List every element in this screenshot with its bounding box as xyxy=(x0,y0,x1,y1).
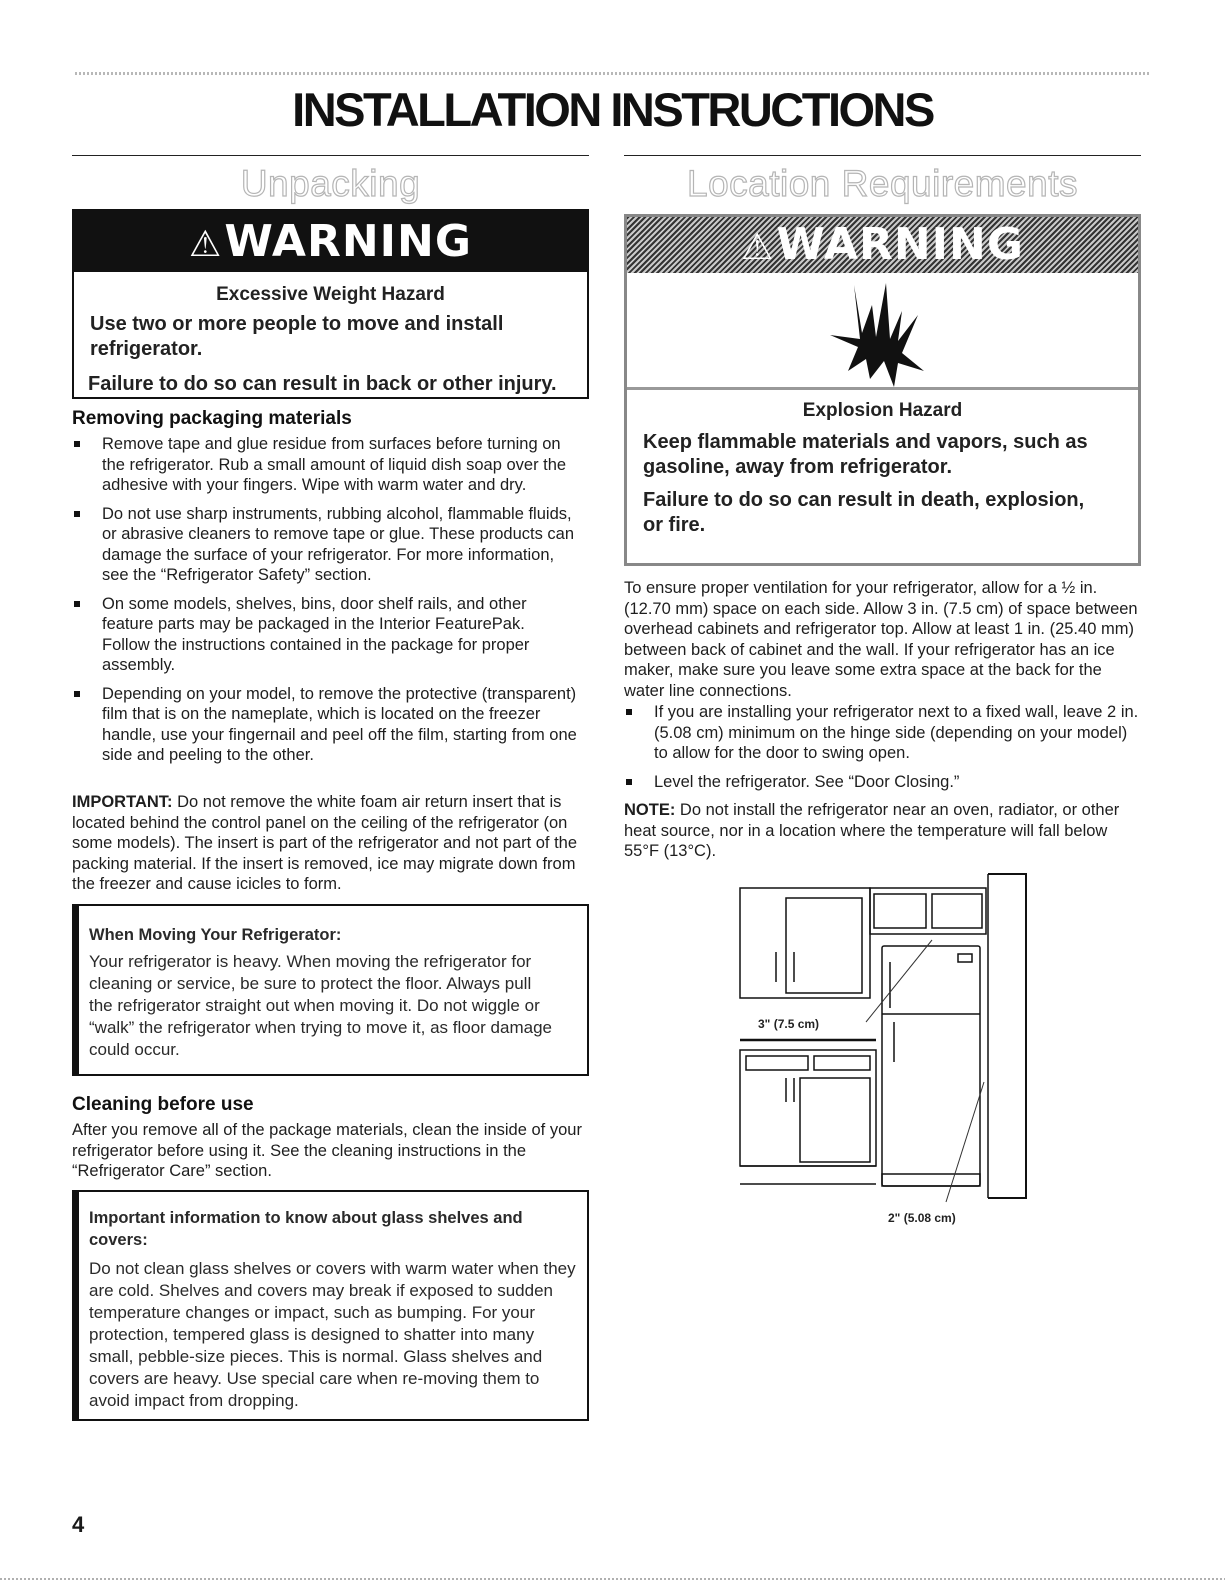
removing-packaging-heading: Removing packaging materials xyxy=(72,408,352,429)
unpacking-section-title: Unpacking xyxy=(240,163,421,204)
important-text: Do not remove the white foam air return insert that is located behind the control panel on the ceiling of the refrigerator (on some models). The insert is part of the refrigerator and not part of the packing material. If the insert is removed, ice may migrate down from the freezer and cause icicles to form. xyxy=(72,793,578,893)
hazard-instruction: Keep flammable materials and vapors, such as gasoline, away from refrigerator. xyxy=(643,431,1088,478)
ventilation-paragraph: To ensure proper ventilation for your refrigerator, allow for a ½ in. (12.70 mm) space on each side. Allow 3 in. (7.5 cm) of space between overhead cabinets and refrigerator top. Allow at least 1 in. (25.40 mm) between back of cabinet and the wall. If your refrigerator has an ice maker, make sure you leave some extra space at the back for the water line connections. xyxy=(624,579,1138,700)
right-column-rule xyxy=(624,155,1141,156)
side-clearance-label: 2" (5.08 cm) xyxy=(888,1211,956,1225)
warning-header-label: WARNING xyxy=(776,219,1024,270)
warning-triangle-icon: ⚠ xyxy=(741,227,775,268)
moving-info-box xyxy=(72,904,589,1076)
cleaning-heading: Cleaning before use xyxy=(72,1094,254,1115)
warning-header xyxy=(627,217,1138,273)
note-paragraph xyxy=(624,800,1141,862)
clearance-diagram xyxy=(736,872,1036,1232)
list-item: Remove tape and glue residue from surfaces before turning on the refrigerator. Rub a small amount of liquid dish soap over the adhesive with your fingers. Wipe with warm water and dry. xyxy=(72,434,577,496)
left-column-rule xyxy=(72,155,589,156)
location-section-title: Location Requirements xyxy=(687,163,1078,204)
glass-shelves-info-box xyxy=(72,1190,589,1421)
list-item: If you are installing your refrigerator next to a fixed wall, leave 2 in. (5.08 cm) minimum on the hinge side (depending on your model) to allow for the door to swing open. xyxy=(624,702,1141,764)
list-item: Level the refrigerator. See “Door Closing.” xyxy=(624,772,1141,793)
removing-packaging-list xyxy=(72,434,577,766)
location-list xyxy=(624,702,1141,792)
explosion-icon-panel xyxy=(627,273,1138,390)
explosion-warning-box xyxy=(624,214,1141,566)
note-label: NOTE: xyxy=(624,801,676,819)
bottom-dotted-rule xyxy=(0,1578,1225,1580)
page-title: INSTALLATION INSTRUCTIONS xyxy=(292,83,933,136)
page-number: 4 xyxy=(72,1512,85,1537)
top-clearance-label: 3" (7.5 cm) xyxy=(758,1017,820,1031)
hazard-name: Excessive Weight Hazard xyxy=(216,284,445,305)
important-label: IMPORTANT: xyxy=(72,793,173,811)
hazard-consequence: Failure to do so can result in back or other injury. xyxy=(88,373,557,395)
list-item: On some models, shelves, bins, door shelf rails, and other feature parts may be packaged in the Interior FeaturePak. Follow the instructions contained in the package for proper assembly. xyxy=(72,594,577,676)
list-item: Depending on your model, to remove the protective (transparent) film that is on the nameplate, which is located on the freezer handle, use your fingernail and peel off the film, starting from one side and peeling to the other. xyxy=(72,684,577,766)
note-text: Do not install the refrigerator near an oven, radiator, or other heat source, nor in a location where the temperature will fall below 55°F (13°C). xyxy=(624,801,1120,860)
moving-box-title: When Moving Your Refrigerator: xyxy=(89,926,342,944)
moving-box-text: Your refrigerator is heavy. When moving the refrigerator for cleaning or service, be sure to protect the floor. Always pull the refrigerator straight out when moving it. Do not wiggle or “walk” the refrigerator when trying to move it, as floor damage could occur. xyxy=(89,952,552,1059)
cleaning-text: After you remove all of the package materials, clean the inside of your refrigerator before using it. See the cleaning instructions in the “Refrigerator Care” section. xyxy=(72,1121,582,1180)
list-item: Do not use sharp instruments, rubbing alcohol, flammable fluids, or abrasive cleaners to remove tape or glue. These products can damage the surface of your refrigerator. For more information, see the “Refrigerator Safety” section. xyxy=(72,504,577,586)
top-dotted-rule xyxy=(75,72,1150,75)
hazard-instruction: Use two or more people to move and install refrigerator. xyxy=(90,313,504,360)
explosion-icon xyxy=(802,275,962,395)
weight-warning-box xyxy=(72,209,589,399)
glass-box-text: Do not clean glass shelves or covers with warm water when they are cold. Shelves and covers may break if exposed to sudden temperature changes or impact, such as bumping. For your protection, tempered glass is designed to shatter into many small, pebble-size pieces. This is normal. Glass shelves and covers are heavy. Use special care when re-moving them to avoid impact from dropping. xyxy=(89,1259,576,1410)
warning-header-label: WARNING xyxy=(224,216,472,267)
important-paragraph xyxy=(72,792,587,895)
hazard-consequence: Failure to do so can result in death, explosion, or fire. xyxy=(643,489,1085,536)
warning-header xyxy=(74,211,587,272)
glass-box-title: Important information to know about glass shelves and covers: xyxy=(89,1209,523,1249)
hazard-name: Explosion Hazard xyxy=(802,400,963,421)
warning-triangle-icon: ⚠ xyxy=(189,224,223,265)
